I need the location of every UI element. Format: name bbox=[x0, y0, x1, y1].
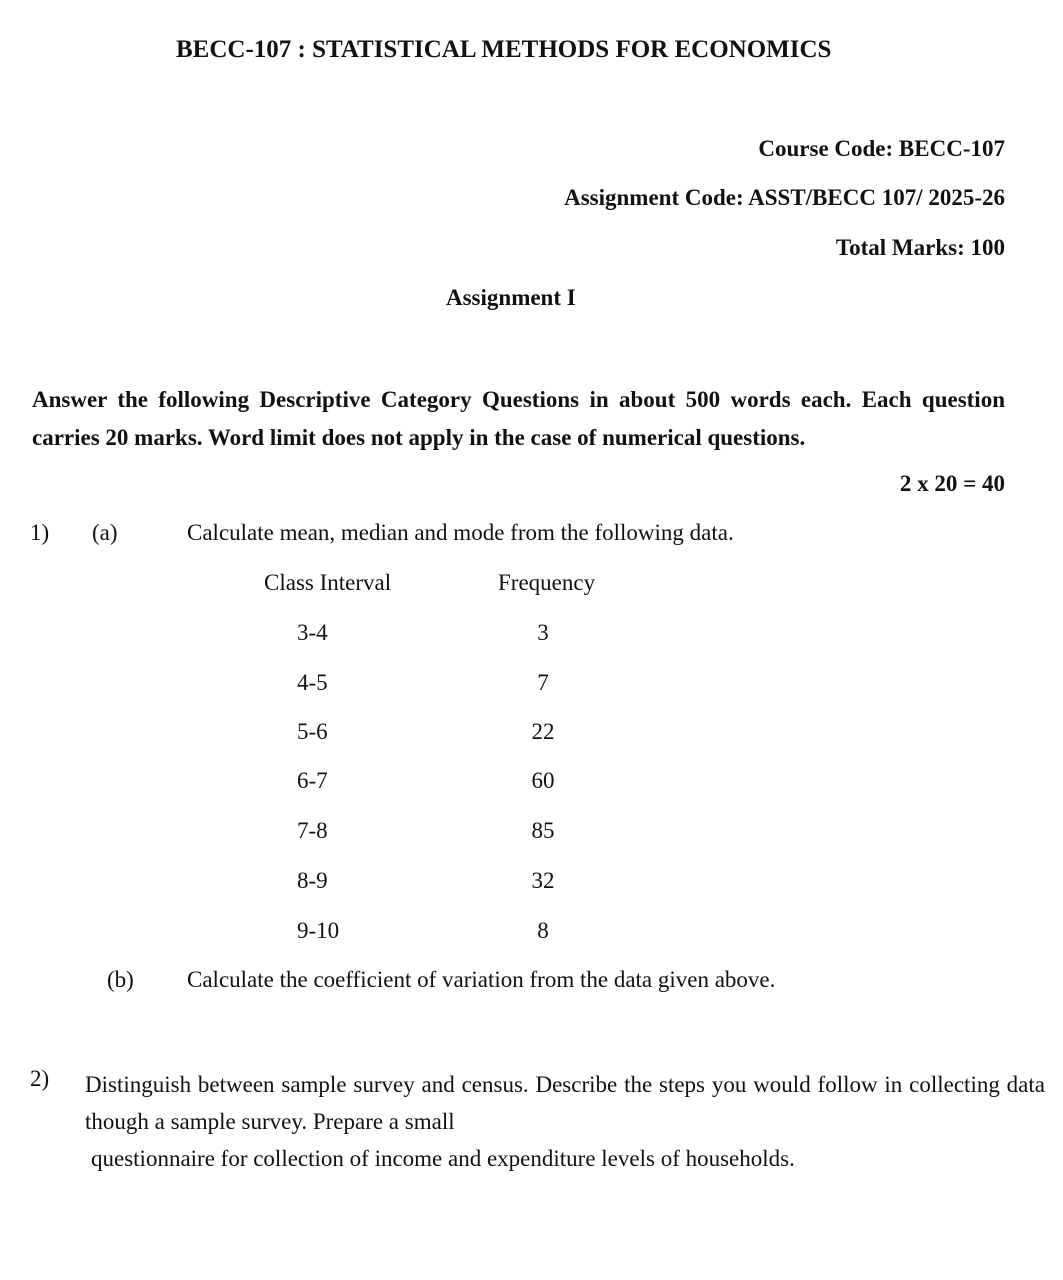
question-1-number: 1) bbox=[30, 520, 50, 545]
question-1a-text: Calculate mean, median and mode from the following data. bbox=[187, 520, 734, 545]
document-title: BECC-107 : STATISTICAL METHODS FOR ECONOMICS bbox=[176, 36, 832, 63]
question-1b-text: Calculate the coefficient of variation from the data given above. bbox=[187, 967, 776, 992]
table-cell-frequency: 32 bbox=[531, 868, 555, 893]
table-cell-frequency: 8 bbox=[537, 918, 549, 943]
marks-distribution: 2 x 20 = 40 bbox=[899, 471, 1005, 496]
question-2-text bbox=[85, 1066, 1045, 1177]
question-1b-label: (b) bbox=[107, 967, 134, 992]
table-cell-class: 4-5 bbox=[297, 670, 328, 695]
table-cell-class: 3-4 bbox=[297, 620, 328, 645]
table-cell-frequency: 60 bbox=[531, 768, 555, 793]
table-cell-frequency: 85 bbox=[531, 818, 555, 843]
table-cell-class: 6-7 bbox=[297, 768, 328, 793]
question-2-number: 2) bbox=[30, 1066, 50, 1091]
table-cell-class: 8-9 bbox=[297, 868, 328, 893]
instructions: Answer the following Descriptive Category Questions in about 500 words each. Each question carries 20 marks. Word limit does not apply in the case of numerical questions. bbox=[32, 387, 1005, 450]
question-2-text-line1: Distinguish between sample survey and census. Describe the steps you would follow in collecting data though a sample survey. Prepare a small bbox=[85, 1072, 1045, 1134]
table-header-frequency: Frequency bbox=[498, 570, 596, 595]
table-header-class-interval: Class Interval bbox=[264, 570, 392, 595]
assignment-heading: Assignment I bbox=[446, 285, 576, 310]
question-1a-label: (a) bbox=[92, 520, 118, 545]
total-marks: Total Marks: 100 bbox=[835, 235, 1005, 260]
table-cell-frequency: 7 bbox=[537, 670, 549, 695]
table-cell-frequency: 3 bbox=[537, 620, 549, 645]
table-cell-frequency: 22 bbox=[531, 719, 555, 744]
question-2-text-line2: questionnaire for collection of income and expenditure levels of households. bbox=[91, 1146, 795, 1171]
table-cell-class: 9-10 bbox=[297, 918, 340, 943]
table-cell-class: 5-6 bbox=[297, 719, 328, 744]
assignment-code: Assignment Code: ASST/BECC 107/ 2025-26 bbox=[564, 185, 1005, 210]
course-code: Course Code: BECC-107 bbox=[758, 136, 1005, 161]
table-cell-class: 7-8 bbox=[297, 818, 328, 843]
